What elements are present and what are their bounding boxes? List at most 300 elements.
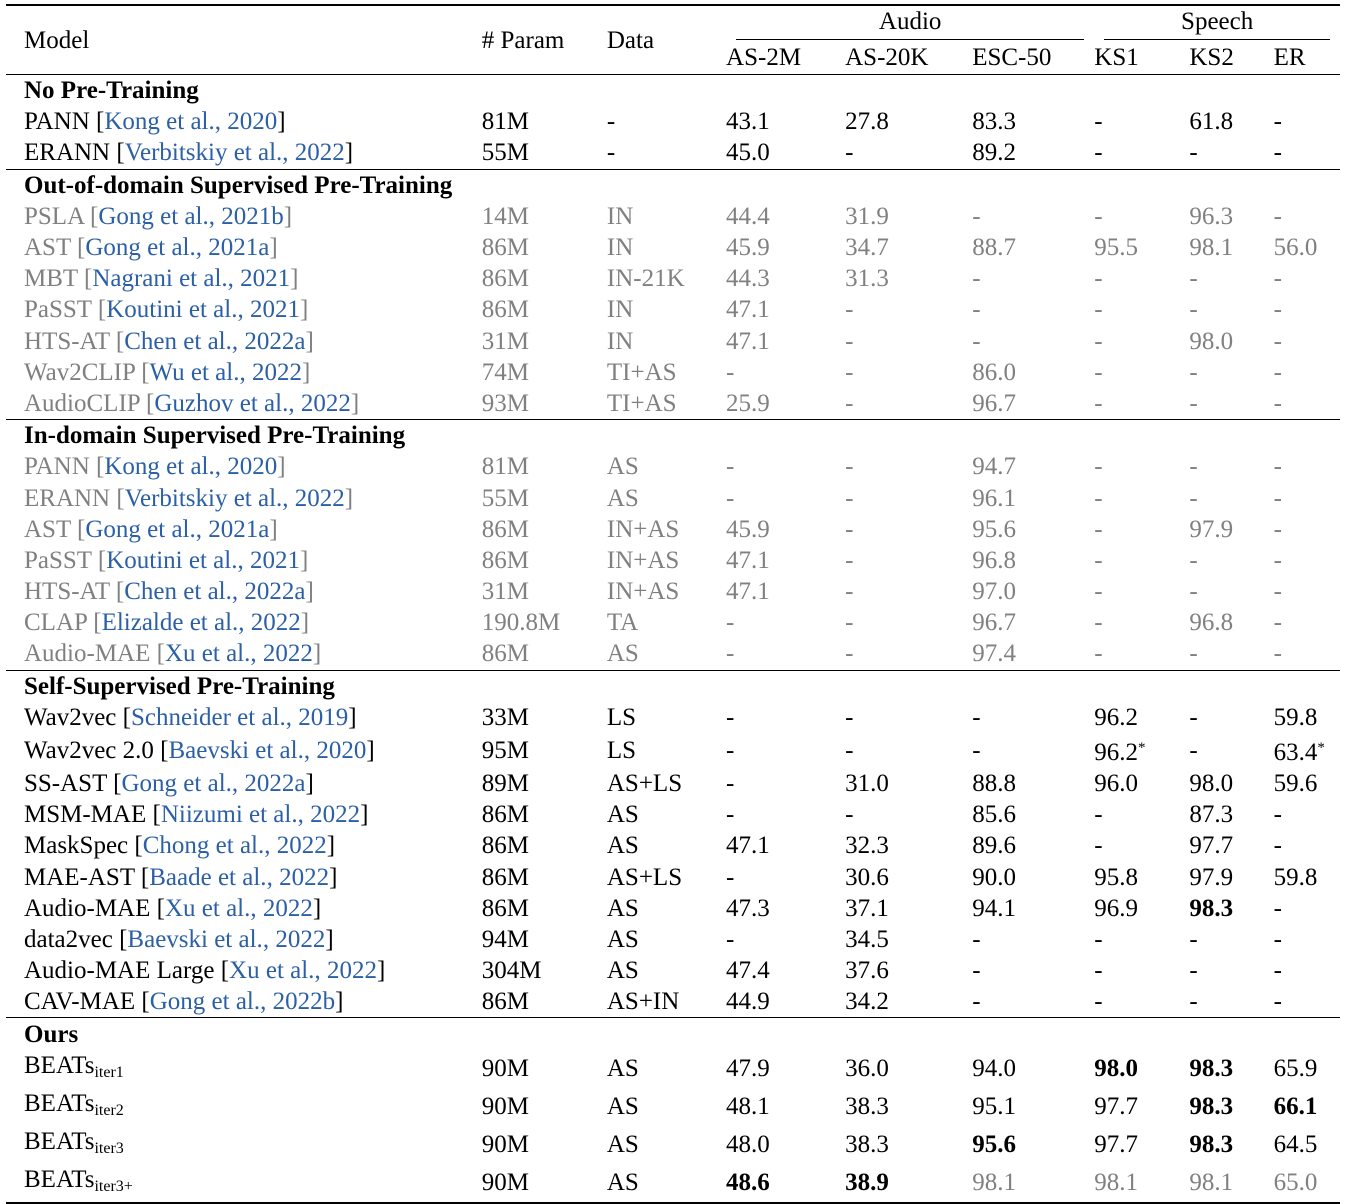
as2m-cell: 47.4	[726, 957, 770, 985]
as2m-cell: 48.0	[726, 1131, 770, 1159]
as2m-cell: -	[726, 770, 735, 798]
ks1-cell: 96.2	[1094, 703, 1139, 731]
model-name: Wav2CLIP	[24, 358, 135, 386]
data-cell: AS	[606, 1055, 639, 1083]
as20k-cell: -	[845, 546, 854, 574]
model-name: HTS-AT	[24, 578, 110, 606]
ks1-cell: 97.7	[1094, 1093, 1139, 1121]
model-name: CLAP	[24, 609, 87, 637]
as2m-cell: 47.1	[726, 578, 770, 606]
data-cell: AS	[606, 1169, 639, 1197]
as2m-cell: 44.4	[726, 202, 770, 230]
model-name: BEATs$_{iter3}$	[24, 1127, 124, 1157]
citation-link[interactable]: Kong et al., 2020	[104, 453, 278, 481]
as20k-cell: 31.3	[845, 265, 889, 293]
esc-cell: 95.6	[972, 1131, 1016, 1159]
data-cell: AS+LS	[606, 863, 683, 891]
as20k-cell: 37.1	[845, 894, 889, 922]
section-title: Self-Supervised Pre-Training	[24, 672, 335, 700]
citation-link[interactable]: Chen et al., 2022a	[124, 327, 306, 355]
param-cell: 86M	[481, 894, 529, 922]
as20k-cell: 38.9	[845, 1169, 889, 1197]
data-cell: AS	[606, 925, 639, 953]
ks2-cell: -	[1189, 957, 1198, 985]
citation-link[interactable]: Gong et al., 2021a	[85, 515, 270, 543]
as2m-cell: 45.9	[726, 234, 770, 262]
esc-cell: 94.0	[972, 1055, 1016, 1083]
as2m-cell: 48.1	[726, 1093, 770, 1121]
as2m-cell: -	[726, 484, 735, 512]
ks1-cell: -	[1094, 108, 1103, 136]
data-cell: AS	[606, 894, 639, 922]
param-cell: 90M	[481, 1131, 529, 1159]
model-name: BEATs$_{iter3+}$	[24, 1165, 133, 1195]
esc-cell: -	[972, 988, 981, 1016]
param-cell: 33M	[481, 703, 529, 731]
ks2-cell: -	[1189, 546, 1198, 574]
ks1-cell: 96.2*	[1094, 738, 1146, 766]
ks2-cell: -	[1189, 988, 1198, 1016]
model-name: PANN	[24, 453, 90, 481]
as20k-cell: 34.2	[845, 988, 889, 1016]
section-title: No Pre-Training	[24, 77, 199, 105]
ks2-cell: 98.1	[1189, 234, 1234, 262]
ks1-cell: 98.0	[1094, 1055, 1139, 1083]
data-cell: AS	[606, 484, 639, 512]
as2m-cell: -	[726, 925, 735, 953]
citation-link[interactable]: Baevski et al., 2020	[168, 736, 367, 764]
data-cell: AS	[606, 801, 639, 829]
er-cell: 65.9	[1273, 1055, 1318, 1083]
header-ks2: KS2	[1189, 43, 1234, 71]
esc-cell: 96.1	[972, 484, 1016, 512]
data-cell: IN	[606, 234, 634, 262]
data-cell: AS	[606, 1131, 639, 1159]
citation-link[interactable]: Verbitskiy et al., 2022	[124, 139, 345, 167]
ks1-cell: -	[1094, 389, 1103, 417]
param-cell: 31M	[481, 578, 529, 606]
er-cell: -	[1273, 925, 1282, 953]
section-ours	[6, 1018, 1340, 1203]
ks2-cell: -	[1189, 925, 1198, 953]
ks1-cell: -	[1094, 546, 1103, 574]
as20k-cell: 34.5	[845, 925, 889, 953]
as20k-cell: -	[845, 453, 854, 481]
er-cell: 59.6	[1273, 770, 1318, 798]
esc-cell: 95.6	[972, 515, 1016, 543]
param-cell: 86M	[481, 296, 529, 324]
model-name: SS-AST	[24, 770, 107, 798]
table-row: Wav2vec [Schneider et al., 2019] 33M LS - - - 96.2 - 59.8	[6, 702, 1340, 733]
header-ks1: KS1	[1094, 43, 1139, 71]
as2m-cell: 47.9	[726, 1055, 770, 1083]
table-row: Audio-MAE [Xu et al., 2022] 86M AS 47.3 37.1 94.1 96.9 98.3 -	[6, 893, 1340, 924]
data-cell: AS	[606, 640, 639, 668]
table-row: PANN [Kong et al., 2020] 81M - 43.1 27.8 83.3 - 61.8 -	[6, 106, 1340, 137]
ks1-cell: -	[1094, 801, 1103, 829]
ks1-cell: -	[1094, 957, 1103, 985]
ks2-cell: 97.9	[1189, 515, 1234, 543]
table-row: PaSST [Koutini et al., 2021] 86M IN 47.1 - - - - -	[6, 294, 1340, 325]
as2m-cell: 47.1	[726, 327, 770, 355]
ks2-cell: -	[1189, 703, 1198, 731]
param-cell: 90M	[481, 1093, 529, 1121]
citation-link[interactable]: Xu et al., 2022	[164, 640, 313, 668]
ks2-cell: 96.8	[1189, 609, 1234, 637]
as20k-cell: 37.6	[845, 957, 889, 985]
model-name: MSM-MAE	[24, 801, 147, 829]
citation-link[interactable]: Chong et al., 2022	[142, 832, 327, 860]
esc-cell: 85.6	[972, 801, 1016, 829]
as20k-cell: 38.3	[845, 1093, 889, 1121]
citation-link[interactable]: Koutini et al., 2021	[106, 546, 300, 574]
param-cell: 14M	[481, 202, 529, 230]
model-name: ERANN	[24, 139, 111, 167]
ks2-cell: 61.8	[1189, 108, 1234, 136]
er-cell: 59.8	[1273, 863, 1318, 891]
table-row	[6, 1126, 1340, 1164]
header-as20k: AS-20K	[845, 43, 929, 71]
as2m-cell: 47.1	[726, 832, 770, 860]
param-cell: 86M	[481, 832, 529, 860]
esc-cell: 89.6	[972, 832, 1016, 860]
model-name: Audio-MAE Large	[24, 957, 215, 985]
table-row: CLAP [Elizalde et al., 2022] 190.8M TA - - 96.7 - 96.8 -	[6, 607, 1340, 638]
er-cell: 64.5	[1273, 1131, 1318, 1159]
table-row: AST [Gong et al., 2021a] 86M IN 45.9 34.7 88.7 95.5 98.1 56.0	[6, 232, 1340, 263]
er-cell: 66.1	[1273, 1093, 1318, 1121]
ks1-cell: 95.8	[1094, 863, 1139, 891]
ks1-cell: 96.9	[1094, 894, 1139, 922]
as20k-cell: -	[845, 358, 854, 386]
as2m-cell: 44.9	[726, 988, 770, 1016]
citation-link[interactable]: Xu et al., 2022	[164, 894, 313, 922]
er-cell: -	[1273, 327, 1282, 355]
as2m-cell: 25.9	[726, 389, 770, 417]
er-cell: -	[1273, 578, 1282, 606]
er-cell: 56.0	[1273, 234, 1318, 262]
table-row: MBT [Nagrani et al., 2021] 86M IN-21K 44.3 31.3 - - - -	[6, 263, 1340, 294]
as20k-cell: -	[845, 609, 854, 637]
citation-link[interactable]: Gong et al., 2022b	[149, 988, 336, 1016]
ks2-cell: 98.3	[1189, 1055, 1234, 1083]
data-cell: IN	[606, 202, 634, 230]
section-in-domain	[6, 420, 1340, 671]
data-cell: AS	[606, 832, 639, 860]
section-title: Ours	[24, 1020, 79, 1048]
citation-link[interactable]: Verbitskiy et al., 2022	[124, 484, 345, 512]
header-param: # Param	[481, 26, 565, 54]
ks2-cell: -	[1189, 640, 1198, 668]
model-name: PaSST	[24, 296, 92, 324]
er-cell: -	[1273, 832, 1282, 860]
as2m-cell: 48.6	[726, 1169, 770, 1197]
data-cell: AS+IN	[606, 988, 680, 1016]
citation-link[interactable]: Nagrani et al., 2021	[92, 265, 291, 293]
header-esc50: ESC-50	[972, 43, 1052, 71]
model-name: PANN	[24, 108, 90, 136]
er-cell: -	[1273, 484, 1282, 512]
table-row: HTS-AT [Chen et al., 2022a] 31M IN 47.1 - - - 98.0 -	[6, 326, 1340, 357]
esc-cell: 97.0	[972, 578, 1016, 606]
param-cell: 93M	[481, 389, 529, 417]
param-cell: 90M	[481, 1055, 529, 1083]
header-audio: Audio	[736, 6, 1084, 40]
esc-cell: -	[972, 327, 981, 355]
model-name: ERANN	[24, 484, 111, 512]
er-cell: 63.4*	[1273, 738, 1325, 766]
as20k-cell: 38.3	[845, 1131, 889, 1159]
as20k-cell: 34.7	[845, 234, 889, 262]
esc-cell: 89.2	[972, 139, 1016, 167]
as20k-cell: -	[845, 515, 854, 543]
footnote-mark: *	[1138, 739, 1146, 756]
as2m-cell: 47.3	[726, 894, 770, 922]
ks1-cell: -	[1094, 327, 1103, 355]
param-cell: 86M	[481, 265, 529, 293]
er-cell: 65.0	[1273, 1169, 1318, 1197]
data-cell: LS	[606, 736, 637, 764]
table-row: Audio-MAE Large [Xu et al., 2022] 304M AS 47.4 37.6 - - - -	[6, 955, 1340, 986]
esc-cell: 96.8	[972, 546, 1016, 574]
ks2-cell: 98.0	[1189, 770, 1234, 798]
param-cell: 95M	[481, 736, 529, 764]
section-out-of-domain	[6, 169, 1340, 420]
param-cell: 31M	[481, 327, 529, 355]
model-name: AST	[24, 234, 71, 262]
er-cell: -	[1273, 265, 1282, 293]
data-cell: -	[606, 139, 616, 167]
ks1-cell: 97.7	[1094, 1131, 1139, 1159]
ks1-cell: -	[1094, 609, 1103, 637]
citation-link[interactable]: Koutini et al., 2021	[106, 296, 300, 324]
citation-link[interactable]: Elizalde et al., 2022	[101, 609, 301, 637]
ks1-cell: -	[1094, 515, 1103, 543]
footnote-mark: *	[1317, 739, 1325, 756]
er-cell: -	[1273, 957, 1282, 985]
as20k-cell: -	[845, 801, 854, 829]
er-cell: -	[1273, 801, 1282, 829]
header-data: Data	[606, 26, 655, 54]
esc-cell: 90.0	[972, 863, 1016, 891]
esc-cell: 88.7	[972, 234, 1016, 262]
table-row	[6, 1050, 1340, 1088]
esc-cell: 86.0	[972, 358, 1016, 386]
results-table	[6, 4, 1340, 1204]
table-row: MAE-AST [Baade et al., 2022] 86M AS+LS - 30.6 90.0 95.8 97.9 59.8	[6, 862, 1340, 893]
as2m-cell: -	[726, 609, 735, 637]
as2m-cell: -	[726, 863, 735, 891]
ks1-cell: -	[1094, 640, 1103, 668]
as20k-cell: -	[845, 389, 854, 417]
model-name: PSLA	[24, 202, 84, 230]
as2m-cell: 44.3	[726, 265, 770, 293]
param-cell: 86M	[481, 640, 529, 668]
esc-cell: -	[972, 925, 981, 953]
param-cell: 55M	[481, 139, 529, 167]
as2m-cell: 45.9	[726, 515, 770, 543]
er-cell: -	[1273, 358, 1282, 386]
citation-link[interactable]: Schneider et al., 2019	[130, 703, 349, 731]
as20k-cell: -	[845, 736, 854, 764]
section-title: In-domain Supervised Pre-Training	[24, 422, 406, 450]
model-name: MAE-AST	[24, 863, 135, 891]
as20k-cell: 27.8	[845, 108, 889, 136]
section-self-supervised	[6, 670, 1340, 1018]
param-cell: 81M	[481, 108, 529, 136]
citation-link[interactable]: Gong et al., 2021a	[85, 234, 270, 262]
esc-cell: 96.7	[972, 609, 1016, 637]
table-row: Wav2CLIP [Wu et al., 2022] 74M TI+AS - - 86.0 - - -	[6, 357, 1340, 388]
ks2-cell: 97.9	[1189, 863, 1234, 891]
as20k-cell: -	[845, 703, 854, 731]
table-row: ERANN [Verbitskiy et al., 2022] 55M AS - - 96.1 - - -	[6, 482, 1340, 513]
er-cell: -	[1273, 139, 1282, 167]
esc-cell: 97.4	[972, 640, 1016, 668]
ks2-cell: 98.3	[1189, 1131, 1234, 1159]
model-name: AudioCLIP	[24, 389, 140, 417]
er-cell: -	[1273, 640, 1282, 668]
data-cell: LS	[606, 703, 637, 731]
header-speech: Speech	[1104, 6, 1330, 40]
ks2-cell: -	[1189, 484, 1198, 512]
ks2-cell: 98.3	[1189, 1093, 1234, 1121]
ks2-cell: -	[1189, 296, 1198, 324]
data-cell: AS	[606, 453, 639, 481]
ks2-cell: -	[1189, 453, 1198, 481]
ks2-cell: 98.1	[1189, 1169, 1234, 1197]
citation-link[interactable]: Niizumi et al., 2022	[160, 801, 361, 829]
table-row	[6, 1088, 1340, 1126]
table-row: PSLA [Gong et al., 2021b] 14M IN 44.4 31.9 - - 96.3 -	[6, 201, 1340, 232]
er-cell: -	[1273, 296, 1282, 324]
ks1-cell: -	[1094, 832, 1103, 860]
data-cell: AS	[606, 1093, 639, 1121]
as20k-cell: 31.9	[845, 202, 889, 230]
citation-link[interactable]: Gong et al., 2022a	[121, 770, 306, 798]
data-cell: IN-21K	[606, 265, 685, 293]
er-cell: -	[1273, 515, 1282, 543]
model-name: BEATs$_{iter2}$	[24, 1089, 124, 1119]
citation-link[interactable]: Kong et al., 2020	[104, 108, 278, 136]
table-row: Wav2vec 2.0 [Baevski et al., 2020] 95M LS - - - 96.2* - 63.4*	[6, 733, 1340, 768]
esc-cell: 88.8	[972, 770, 1016, 798]
as20k-cell: -	[845, 484, 854, 512]
param-cell: 86M	[481, 234, 529, 262]
data-cell: IN	[606, 327, 634, 355]
ks1-cell: -	[1094, 265, 1103, 293]
ks1-cell: -	[1094, 578, 1103, 606]
citation-link[interactable]: Wu et al., 2022	[149, 358, 302, 386]
citation-link[interactable]: Chen et al., 2022a	[124, 578, 306, 606]
as2m-cell: -	[726, 801, 735, 829]
er-cell: -	[1273, 202, 1282, 230]
ks1-cell: 98.1	[1094, 1169, 1139, 1197]
data-cell: IN+AS	[606, 515, 680, 543]
model-name: Audio-MAE	[24, 894, 151, 922]
data-cell: -	[606, 108, 616, 136]
ks1-cell: -	[1094, 296, 1103, 324]
data-cell: TI+AS	[606, 358, 677, 386]
esc-cell: -	[972, 265, 981, 293]
ks2-cell: -	[1189, 578, 1198, 606]
as2m-cell: -	[726, 736, 735, 764]
citation-link[interactable]: Guzhov et al., 2022	[154, 389, 351, 417]
ks2-cell: 97.7	[1189, 832, 1234, 860]
esc-cell: -	[972, 296, 981, 324]
er-cell: -	[1273, 453, 1282, 481]
model-name: MaskSpec	[24, 832, 129, 860]
header-model: Model	[24, 26, 90, 54]
section-title: Out-of-domain Supervised Pre-Training	[24, 171, 453, 199]
citation-link[interactable]: Baevski et al., 2022	[127, 925, 326, 953]
table-row: SS-AST [Gong et al., 2022a] 89M AS+LS - 31.0 88.8 96.0 98.0 59.6	[6, 768, 1340, 799]
table-row: Audio-MAE [Xu et al., 2022] 86M AS - - 97.4 - - -	[6, 638, 1340, 670]
as20k-cell: -	[845, 296, 854, 324]
ks1-cell: 95.5	[1094, 234, 1139, 262]
esc-cell: 83.3	[972, 108, 1016, 136]
model-name: Wav2vec 2.0	[24, 736, 154, 764]
as2m-cell: 47.1	[726, 546, 770, 574]
esc-cell: 98.1	[972, 1169, 1016, 1197]
esc-cell: 95.1	[972, 1093, 1016, 1121]
table-row: ERANN [Verbitskiy et al., 2022] 55M - 45.0 - 89.2 - - -	[6, 137, 1340, 169]
esc-cell: 96.7	[972, 389, 1016, 417]
as20k-cell: 31.0	[845, 770, 889, 798]
ks1-cell: -	[1094, 139, 1103, 167]
model-name: Wav2vec	[24, 703, 117, 731]
table-row	[6, 1164, 1340, 1203]
model-name: BEATs$_{iter1}$	[24, 1051, 124, 1081]
ks2-cell: -	[1189, 389, 1198, 417]
table-row: MaskSpec [Chong et al., 2022] 86M AS 47.1 32.3 89.6 - 97.7 -	[6, 830, 1340, 861]
model-name: MBT	[24, 265, 78, 293]
param-cell: 86M	[481, 863, 529, 891]
table-row: PANN [Kong et al., 2020] 81M AS - - 94.7 - - -	[6, 451, 1340, 482]
header-speech-group	[1094, 5, 1340, 40]
header-audio-group	[726, 5, 1094, 40]
ks2-cell: 98.3	[1189, 894, 1234, 922]
as20k-cell: 32.3	[845, 832, 889, 860]
table-row: CAV-MAE [Gong et al., 2022b] 86M AS+IN 44.9 34.2 - - - -	[6, 986, 1340, 1018]
esc-cell: -	[972, 202, 981, 230]
table-row: PaSST [Koutini et al., 2021] 86M IN+AS 47.1 - 96.8 - - -	[6, 545, 1340, 576]
er-cell: -	[1273, 108, 1282, 136]
ks1-cell: 96.0	[1094, 770, 1139, 798]
model-name: CAV-MAE	[24, 988, 136, 1016]
citation-link[interactable]: Gong et al., 2021b	[98, 202, 284, 230]
header-er: ER	[1273, 43, 1306, 71]
model-name: AST	[24, 515, 71, 543]
citation-link[interactable]: Baade et al., 2022	[149, 863, 330, 891]
citation-link[interactable]: Xu et al., 2022	[229, 957, 377, 985]
as2m-cell: -	[726, 640, 735, 668]
ks2-cell: 87.3	[1189, 801, 1234, 829]
as20k-cell: -	[845, 327, 854, 355]
er-cell: -	[1273, 546, 1282, 574]
param-cell: 304M	[481, 957, 542, 985]
as20k-cell: 36.0	[845, 1055, 889, 1083]
ks2-cell: 96.3	[1189, 202, 1234, 230]
as20k-cell: -	[845, 139, 854, 167]
param-cell: 90M	[481, 1169, 529, 1197]
table-row: AST [Gong et al., 2021a] 86M IN+AS 45.9 - 95.6 - 97.9 -	[6, 514, 1340, 545]
as2m-cell: -	[726, 703, 735, 731]
ks1-cell: -	[1094, 358, 1103, 386]
as2m-cell: 47.1	[726, 296, 770, 324]
ks1-cell: -	[1094, 925, 1103, 953]
as20k-cell: 30.6	[845, 863, 889, 891]
